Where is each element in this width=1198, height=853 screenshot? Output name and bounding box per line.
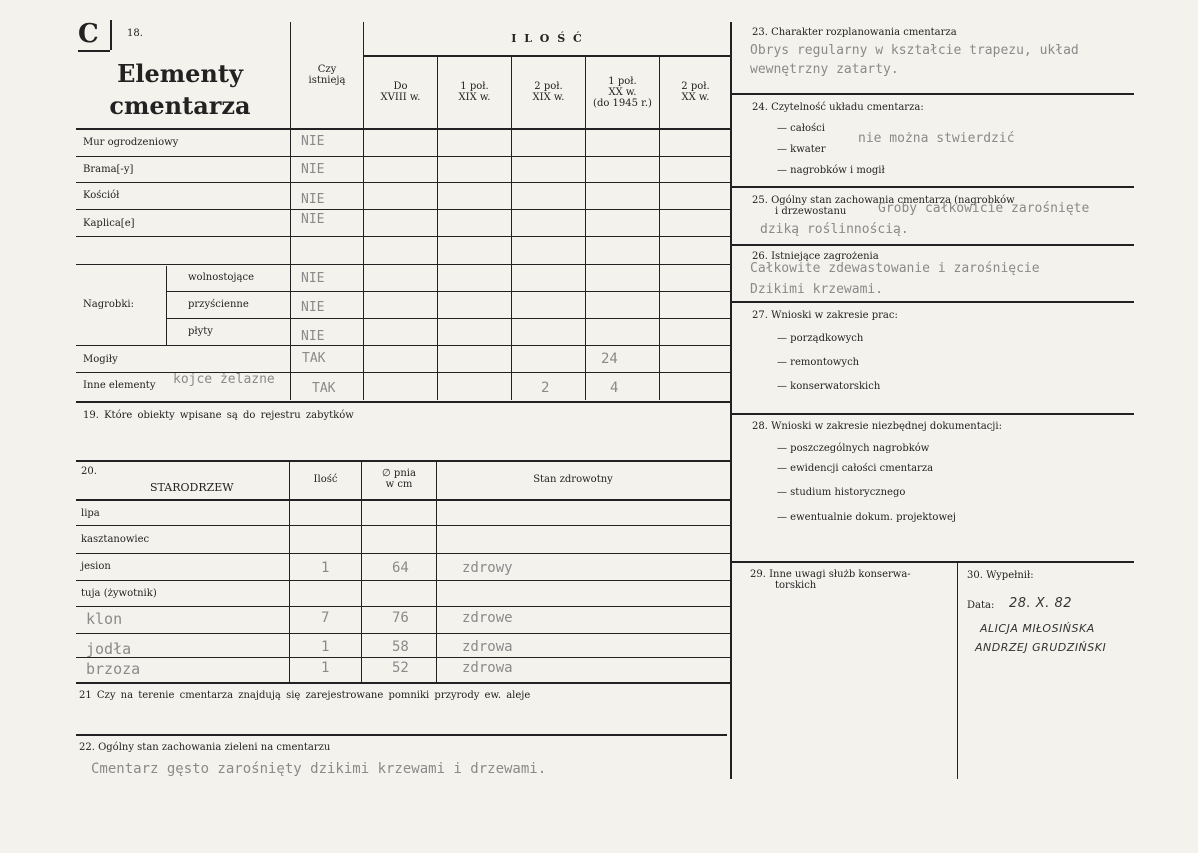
section-25-label: 25. Ogólny stan zachowania cmentarza (nagrobków i drzewostanu xyxy=(752,195,1015,217)
ilosc-header: I L O Ś Ć xyxy=(511,32,584,45)
tree-row-diam[interactable]: 58 xyxy=(392,639,409,655)
col-health-header: Stan zdrowotny xyxy=(533,474,613,485)
section-letter xyxy=(78,20,110,52)
tree-row-qty[interactable]: 1 xyxy=(321,660,330,676)
section-24-item: — całości xyxy=(777,123,825,134)
period-header-4: 1 poł. XX w. (do 1945 r.) xyxy=(593,76,652,109)
tree-row-diam[interactable]: 52 xyxy=(392,660,409,676)
section-30-label: 30. Wypełnił: xyxy=(967,570,1034,581)
section-22-label: 22. Ogólny stan zachowania zieleni na cmentarzu xyxy=(79,742,331,753)
row-kaplica-exists[interactable]: NIE xyxy=(301,212,325,227)
row-mogily-exists[interactable]: TAK xyxy=(302,351,326,366)
section-23-label: 23. Charakter rozplanowania cmentarza xyxy=(752,27,957,38)
starodrzew-title: STARODRZEW xyxy=(150,481,234,494)
tree-row-name[interactable]: brzoza xyxy=(86,660,141,678)
section-28-item: — poszczególnych nagrobków xyxy=(777,443,930,454)
period-header-5: 2 poł. XX w. xyxy=(681,81,710,103)
col-exists-header: Czy istnieją xyxy=(308,64,346,86)
tree-row-name: lipa xyxy=(81,508,100,519)
tree-row-diam[interactable]: 64 xyxy=(392,560,409,576)
title-line-2: cmentarza xyxy=(109,91,251,120)
tree-row-name[interactable]: jodła xyxy=(86,640,132,658)
section-letter-text: C xyxy=(78,19,99,49)
row-plyty-label: płyty xyxy=(188,326,213,337)
section-24-item: — kwater xyxy=(777,144,826,155)
section-19-label: 19. Które obiekty wpisane są do rejestru zabytków xyxy=(83,410,354,421)
tree-row-qty[interactable]: 1 xyxy=(321,639,330,655)
row-brama-label: Brama[-y] xyxy=(83,164,134,175)
section-25-text-1[interactable]: Groby całkowicie zarośnięte xyxy=(878,201,1090,216)
tree-row-health[interactable]: zdrowy xyxy=(462,560,513,576)
filled-by-name-1[interactable]: ALICJA MIŁOSIŃSKA xyxy=(980,622,1095,635)
row-mur-label: Mur ogrodzeniowy xyxy=(83,137,179,148)
section-21-label: 21 Czy na terenie cmentarza znajdują się zarejestrowane pomniki przyrody ew. aleje xyxy=(79,690,531,701)
row-przyscienne-label: przyścienne xyxy=(188,299,249,310)
tree-row-name[interactable]: klon xyxy=(86,610,123,628)
section-28-item: — studium historycznego xyxy=(777,487,906,498)
section-27-item: — remontowych xyxy=(777,357,860,368)
row-mogily-xx1[interactable]: 24 xyxy=(601,351,618,367)
row-inne-label: Inne elementy xyxy=(83,380,156,391)
row-kaplica-label: Kaplica[e] xyxy=(83,218,135,229)
col-qty-header: Ilość xyxy=(313,474,338,485)
section-28-label: 28. Wnioski w zakresie niezbędnej dokumentacji: xyxy=(752,421,1002,432)
nagrobki-label: Nagrobki: xyxy=(83,299,134,310)
row-mur-exists[interactable]: NIE xyxy=(301,134,325,149)
row-inne-xix2[interactable]: 2 xyxy=(541,380,550,396)
row-przyscienne-exists[interactable]: NIE xyxy=(301,300,325,315)
section-29-label: 29. Inne uwagi służb konserwa- torskich xyxy=(750,569,911,591)
section-24-item: — nagrobków i mogił xyxy=(777,165,885,176)
tree-row-name: jesion xyxy=(81,561,111,572)
date-label: Data: xyxy=(967,600,995,611)
tree-row-health[interactable]: zdrowa xyxy=(462,639,513,655)
section-27-label: 27. Wnioski w zakresie prac: xyxy=(752,310,898,321)
section-28-item: — ewidencji całości cmentarza xyxy=(777,463,934,474)
row-wolnostojace-exists[interactable]: NIE xyxy=(301,271,325,286)
section-28-item: — ewentualnie dokum. projektowej xyxy=(777,512,957,523)
filled-by-name-2[interactable]: ANDRZEJ GRUDZIŃSKI xyxy=(975,641,1107,654)
row-kosciol-exists[interactable]: NIE xyxy=(301,192,325,207)
section-24-answer[interactable]: nie można stwierdzić xyxy=(858,131,1015,146)
col-diam-header: ∅ pnia w cm xyxy=(382,468,416,490)
section-27-item: — porządkowych xyxy=(777,333,864,344)
section-18-number: 18. xyxy=(127,28,143,39)
tree-row-name: tuja (żywotnik) xyxy=(81,588,157,599)
tree-row-name: kasztanowiec xyxy=(81,534,150,545)
tree-row-health[interactable]: zdrowa xyxy=(462,660,513,676)
period-header-2: 1 poł. XIX w. xyxy=(458,81,491,103)
section-22-text[interactable]: Cmentarz gęsto zarośnięty dzikimi krzewami i drzewami. xyxy=(91,761,547,777)
section-18-title xyxy=(95,58,265,122)
section-26-label: 26. Istniejące zagrożenia xyxy=(752,251,879,262)
section-26-line-1[interactable]: Całkowite zdewastowanie i zarośnięcie xyxy=(750,261,1040,276)
row-inne-exists[interactable]: TAK xyxy=(312,381,336,396)
section-23-line-2[interactable]: wewnętrzny zatarty. xyxy=(750,62,899,77)
section-26-line-2[interactable]: Dzikimi krzewami. xyxy=(750,282,884,297)
date-value[interactable]: 28. X. 82 xyxy=(1009,596,1073,611)
row-inne-note[interactable]: kojce żelazne xyxy=(173,372,275,387)
period-header-3: 2 poł. XIX w. xyxy=(532,81,565,103)
section-20-number: 20. xyxy=(81,466,97,477)
row-wolnostojace-label: wolnostojące xyxy=(188,272,254,283)
tree-row-health[interactable]: zdrowe xyxy=(462,610,513,626)
row-plyty-exists[interactable]: NIE xyxy=(301,329,325,344)
row-mogily-label: Mogiły xyxy=(83,354,118,365)
row-inne-xx1[interactable]: 4 xyxy=(610,380,619,396)
tree-row-diam[interactable]: 76 xyxy=(392,610,409,626)
section-25-text-2[interactable]: dziką roślinnością. xyxy=(760,222,909,237)
tree-row-qty[interactable]: 7 xyxy=(321,610,330,626)
period-header-1: Do XVIII w. xyxy=(380,81,421,103)
title-line-1: Elementy xyxy=(117,59,243,88)
section-24-label: 24. Czytelność układu cmentarza: xyxy=(752,102,924,113)
tree-row-qty[interactable]: 1 xyxy=(321,560,330,576)
row-brama-exists[interactable]: NIE xyxy=(301,162,325,177)
section-23-line-1[interactable]: Obrys regularny w kształcie trapezu, układ xyxy=(750,43,1079,58)
section-27-item: — konserwatorskich xyxy=(777,381,881,392)
row-kosciol-label: Kościół xyxy=(83,190,120,201)
